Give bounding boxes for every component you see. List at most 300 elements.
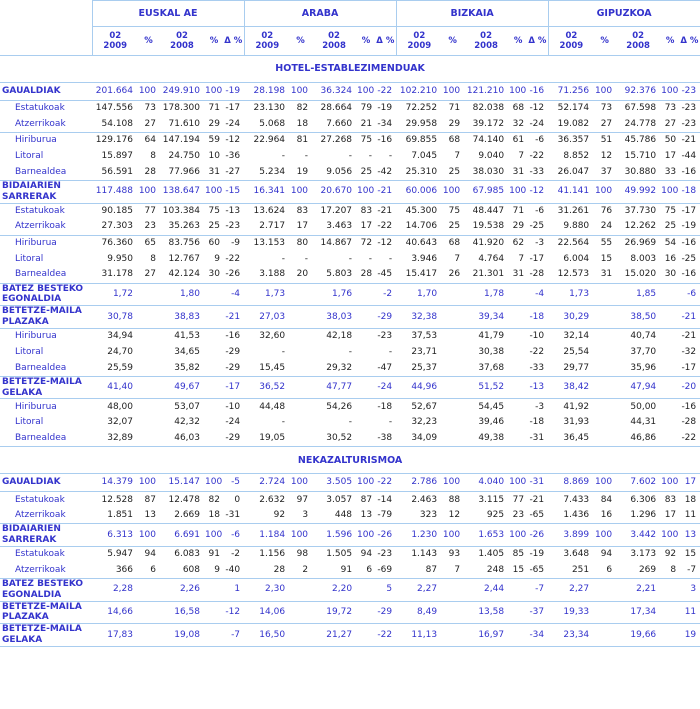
data-cell: 34,65 (174, 346, 200, 357)
column-header: % (357, 27, 375, 56)
data-cell: 73 (664, 103, 677, 114)
data-cell: 29.958 (396, 117, 442, 133)
data-cell: 82 (208, 494, 220, 505)
data-cell (661, 578, 679, 601)
data-cell (357, 344, 375, 360)
data-cell (138, 415, 159, 431)
data-cell: 248 (463, 562, 509, 578)
data-cell (205, 399, 223, 415)
data-cell: 17 (664, 151, 677, 162)
data-cell: 51 (600, 135, 613, 146)
data-cell: 73 (600, 103, 613, 114)
data-cell: 31 (509, 267, 527, 283)
data-cell: 30 (661, 267, 679, 283)
data-cell: 23,34 (548, 624, 594, 647)
data-cell: 28 (244, 562, 290, 578)
data-cell: 17 (661, 508, 679, 524)
data-cell: 22.564 (557, 237, 590, 248)
data-cell (138, 283, 159, 306)
data-cell: -4 (223, 283, 244, 306)
column-header: Δ % (679, 27, 700, 56)
data-cell: 27 (138, 117, 159, 133)
table-row (0, 601, 700, 624)
data-cell: 30.880 (615, 165, 661, 181)
data-cell: 67.598 (624, 103, 657, 114)
data-cell: 72.252 (405, 103, 438, 114)
data-cell (357, 328, 375, 344)
data-cell: 97 (296, 494, 309, 505)
data-cell: 15.020 (615, 267, 661, 283)
data-cell: -6 (535, 205, 545, 216)
table-header (0, 1, 700, 56)
data-cell: 41,53 (174, 331, 200, 342)
data-cell (205, 328, 223, 344)
data-cell (357, 360, 375, 376)
data-cell: 2.669 (159, 508, 205, 524)
data-cell: 17.207 (320, 205, 353, 216)
data-cell (205, 601, 223, 624)
data-cell (661, 601, 679, 624)
data-cell: 121.210 (463, 83, 509, 101)
data-cell: 7 (518, 151, 525, 162)
data-cell: 1,76 (311, 283, 357, 306)
data-cell: 54.108 (92, 117, 138, 133)
data-cell (509, 328, 527, 344)
data-cell (594, 306, 615, 329)
data-cell: 23,71 (411, 346, 438, 357)
data-cell: 2.717 (244, 219, 290, 235)
table-body (0, 56, 700, 647)
data-cell: 147.556 (95, 103, 133, 114)
row-label: Litoral (15, 417, 44, 428)
data-cell: - (348, 151, 353, 162)
data-cell: 100 (205, 474, 223, 492)
data-cell: 2.463 (411, 494, 438, 505)
data-cell: 17,83 (92, 624, 138, 647)
data-cell: 23 (138, 219, 159, 235)
data-cell: 27.303 (92, 219, 138, 235)
data-cell: - (388, 151, 393, 162)
data-cell (138, 376, 159, 399)
data-cell: -17 (223, 376, 244, 399)
data-cell (205, 624, 223, 647)
data-cell (357, 399, 375, 415)
data-cell: -34 (375, 117, 396, 133)
data-cell: 26.047 (548, 165, 594, 181)
data-cell: -36 (225, 151, 241, 162)
data-cell: 52.174 (557, 103, 590, 114)
section-title: NEKAZALTURISMOA (0, 447, 700, 474)
data-cell: -3 (535, 237, 545, 248)
data-cell: 37.730 (624, 205, 657, 216)
data-cell: 9.056 (311, 165, 357, 181)
data-cell: 2,26 (159, 578, 205, 601)
data-cell: -12 (527, 181, 548, 204)
table-row (0, 283, 700, 306)
data-cell: 3.057 (326, 494, 353, 505)
data-cell: 100 (509, 181, 527, 204)
data-cell: 2,44 (463, 578, 509, 601)
data-cell: -47 (375, 360, 396, 376)
data-cell: 19 (290, 165, 311, 181)
data-cell (661, 431, 679, 447)
data-cell: -26 (375, 524, 396, 547)
data-cell (290, 376, 311, 399)
data-cell: 251 (548, 562, 594, 578)
data-cell: 6.306 (630, 494, 657, 505)
data-cell (509, 306, 527, 329)
data-cell: 25,37 (396, 360, 442, 376)
data-cell: 7 (454, 151, 461, 162)
data-cell (290, 344, 311, 360)
data-cell: 3.463 (311, 219, 357, 235)
data-cell: 2 (290, 562, 311, 578)
data-cell: 1,80 (159, 283, 205, 306)
data-cell: - (281, 346, 286, 357)
data-cell: 100 (290, 524, 311, 547)
data-cell: 608 (159, 562, 205, 578)
data-cell: 3.899 (548, 524, 594, 547)
data-cell: 31.261 (557, 205, 590, 216)
data-cell: 80 (296, 237, 309, 248)
data-cell: 17,34 (615, 601, 661, 624)
data-cell: 19.082 (548, 117, 594, 133)
data-cell (594, 415, 615, 431)
data-cell: 7 (454, 253, 461, 264)
data-cell (442, 624, 463, 647)
data-cell: - (281, 417, 286, 428)
data-cell: 29 (509, 219, 527, 235)
data-cell: 88 (448, 494, 461, 505)
row-label: Barnealdea (0, 360, 92, 376)
data-cell (594, 344, 615, 360)
row-label: Estatukoak (15, 103, 65, 114)
data-cell: 62 (512, 237, 525, 248)
data-cell (138, 431, 159, 447)
data-cell: 13 (357, 508, 375, 524)
data-cell: 8 (661, 562, 679, 578)
data-cell: 14,66 (92, 601, 138, 624)
data-cell: -15 (223, 181, 244, 204)
data-cell: 100 (290, 474, 311, 492)
data-cell: 1.505 (326, 549, 353, 560)
data-cell (594, 399, 615, 415)
row-label: Atzerrikoak (0, 562, 92, 578)
data-cell (357, 431, 375, 447)
data-cell (661, 344, 679, 360)
data-cell: -42 (375, 165, 396, 181)
data-cell: 19,66 (615, 624, 661, 647)
row-label: Hiriburua (15, 401, 57, 412)
data-cell: 82.038 (472, 103, 505, 114)
data-cell: -29 (375, 601, 396, 624)
data-cell: -22 (679, 431, 700, 447)
data-cell (138, 601, 159, 624)
data-cell: 12 (442, 508, 463, 524)
data-cell: 7 (518, 253, 525, 264)
column-header: Δ % (527, 27, 548, 56)
data-cell (357, 624, 375, 647)
data-cell: 2.632 (259, 494, 286, 505)
data-cell: 39,46 (478, 417, 505, 428)
table-row (0, 117, 700, 133)
data-cell: -16 (225, 331, 241, 342)
data-cell: 60 (208, 237, 220, 248)
data-cell: 47,77 (311, 376, 357, 399)
data-cell: 94 (360, 549, 373, 560)
data-cell: 55 (600, 237, 613, 248)
data-cell: 90.185 (101, 205, 133, 216)
data-cell: 59 (208, 135, 220, 146)
data-cell: 11 (679, 508, 700, 524)
data-cell: 14.706 (396, 219, 442, 235)
data-cell: -29 (223, 360, 244, 376)
data-cell: 30,78 (92, 306, 138, 329)
data-cell: 1 (223, 578, 244, 601)
data-cell: - (304, 151, 309, 162)
data-cell: 8 (150, 151, 156, 162)
data-cell: 75 (360, 135, 373, 146)
data-cell: 32,60 (259, 331, 286, 342)
data-cell (290, 415, 311, 431)
data-cell: 37,68 (463, 360, 509, 376)
row-label: Barnealdea (0, 431, 92, 447)
data-cell: -28 (527, 267, 548, 283)
data-cell: 37 (594, 165, 615, 181)
data-cell: 0 (234, 494, 241, 505)
data-cell: 38,50 (615, 306, 661, 329)
data-cell: - (348, 346, 353, 357)
data-cell: 54,45 (478, 401, 505, 412)
data-cell: 100 (357, 181, 375, 204)
data-cell: -10 (225, 401, 241, 412)
row-label: BETETZE-MAILA GELAKA (0, 624, 92, 647)
data-cell: 3.648 (563, 549, 590, 560)
column-header: 02 2009 (548, 27, 594, 56)
data-cell: 24.778 (615, 117, 661, 133)
data-cell: 91 (311, 562, 357, 578)
data-cell: 38,42 (548, 376, 594, 399)
data-cell: 77 (512, 494, 525, 505)
data-cell: -7 (223, 624, 244, 647)
data-cell: 38,83 (159, 306, 205, 329)
data-cell: 61 (512, 135, 525, 146)
data-cell: - (368, 151, 373, 162)
data-cell: -23 (377, 549, 393, 560)
data-cell: 15.897 (101, 151, 133, 162)
data-cell: 6.004 (563, 253, 590, 264)
data-cell (661, 306, 679, 329)
data-cell: 83 (360, 205, 373, 216)
data-cell (661, 399, 679, 415)
data-cell: 75 (448, 205, 461, 216)
data-cell: 35,96 (615, 360, 661, 376)
data-cell: 12.573 (548, 267, 594, 283)
data-cell (509, 431, 527, 447)
data-cell: -27 (223, 165, 244, 181)
table-row (0, 219, 700, 235)
table-row (0, 376, 700, 399)
data-cell: -17 (225, 103, 241, 114)
data-cell: 3.505 (311, 474, 357, 492)
data-cell: -12 (377, 237, 393, 248)
data-cell (594, 431, 615, 447)
data-cell: 56.591 (92, 165, 138, 181)
row-label: Litoral (15, 346, 44, 357)
data-cell: 117.488 (92, 181, 138, 204)
data-cell: 100 (290, 181, 311, 204)
data-cell: 100 (594, 181, 615, 204)
data-cell: 39.172 (463, 117, 509, 133)
data-cell: 79 (360, 103, 373, 114)
data-cell: 40,74 (630, 331, 657, 342)
data-cell: 1,85 (615, 283, 661, 306)
data-cell: 100 (442, 474, 463, 492)
data-cell: -29 (223, 431, 244, 447)
row-label: Atzerrikoak (0, 219, 92, 235)
data-cell: - (348, 417, 353, 428)
data-cell: 7.433 (563, 494, 590, 505)
data-cell: 2,27 (548, 578, 594, 601)
section-title: HOTEL-ESTABLEZIMENDUAK (0, 56, 700, 83)
data-cell: 20.670 (311, 181, 357, 204)
row-label: GAUALDIAK (0, 474, 92, 492)
data-cell: 2,30 (244, 578, 290, 601)
corner-cell (0, 1, 92, 27)
row-label: Hiriburua (15, 135, 57, 146)
data-cell (138, 328, 159, 344)
data-cell (509, 283, 527, 306)
data-cell: 100 (661, 474, 679, 492)
data-cell: -21 (681, 331, 697, 342)
table-row (0, 101, 700, 117)
data-cell: -16 (681, 237, 697, 248)
data-cell: 42,18 (326, 331, 353, 342)
data-cell: 25.310 (396, 165, 442, 181)
data-cell: 87 (144, 494, 156, 505)
data-cell: 1.143 (411, 549, 438, 560)
data-cell: 14.379 (92, 474, 138, 492)
data-cell: -22 (529, 151, 545, 162)
data-cell: -40 (223, 562, 244, 578)
data-cell: 366 (92, 562, 138, 578)
data-cell: 18 (684, 494, 697, 505)
data-cell (138, 306, 159, 329)
data-cell: -2 (375, 283, 396, 306)
data-cell: 91 (208, 549, 220, 560)
data-cell: 94 (600, 549, 613, 560)
data-cell: 93 (448, 549, 461, 560)
table-row (0, 474, 700, 492)
table-row (0, 328, 700, 344)
data-cell: 6 (594, 562, 615, 578)
data-cell: 12.528 (101, 494, 133, 505)
data-cell: 129.176 (95, 135, 133, 146)
data-cell: 45.786 (624, 135, 657, 146)
table-row (0, 431, 700, 447)
row-label: BATEZ BESTEKO EGONALDIA (0, 578, 92, 601)
table-row (0, 149, 700, 165)
data-cell: 48,00 (107, 401, 133, 412)
data-cell (205, 376, 223, 399)
data-cell: 13,58 (463, 601, 509, 624)
data-cell: 31 (594, 267, 615, 283)
data-cell: -23 (679, 83, 700, 101)
data-cell: 4.764 (478, 253, 505, 264)
table-row (0, 203, 700, 219)
data-cell (594, 601, 615, 624)
data-cell: - (304, 253, 309, 264)
data-cell: 25 (442, 219, 463, 235)
data-cell: 1,70 (396, 283, 442, 306)
data-cell: 38.030 (463, 165, 509, 181)
data-cell: 24,70 (107, 346, 133, 357)
data-cell: 14,06 (244, 601, 290, 624)
data-cell: 11 (679, 601, 700, 624)
row-label: BETETZE-MAILA PLAZAKA (0, 306, 92, 329)
row-label: Hiriburua (15, 237, 57, 248)
table-row (0, 133, 700, 149)
data-cell: 32,14 (563, 331, 590, 342)
data-cell: 2,28 (92, 578, 138, 601)
data-cell: - (348, 253, 353, 264)
data-cell: 36.357 (557, 135, 590, 146)
data-cell: 19,05 (244, 431, 290, 447)
data-cell: 25,59 (92, 360, 138, 376)
data-cell: 9.950 (107, 253, 133, 264)
data-cell: 3 (290, 508, 311, 524)
data-cell: -19 (529, 549, 545, 560)
data-cell: 100 (594, 524, 615, 547)
data-cell: -24 (223, 117, 244, 133)
data-cell: 2,20 (311, 578, 357, 601)
data-cell: -26 (223, 267, 244, 283)
data-cell: 30,52 (311, 431, 357, 447)
data-cell: -22 (225, 253, 241, 264)
data-cell: 15.147 (159, 474, 205, 492)
data-cell: 13 (679, 524, 700, 547)
data-cell: 5.234 (244, 165, 290, 181)
data-cell: -16 (679, 267, 700, 283)
data-cell: 83.756 (168, 237, 200, 248)
table-row (0, 360, 700, 376)
data-cell: 29 (442, 117, 463, 133)
column-header: % (205, 27, 223, 56)
data-cell: 23.130 (253, 103, 286, 114)
data-cell: - (388, 253, 393, 264)
table-row (0, 235, 700, 251)
data-cell (205, 360, 223, 376)
data-cell: 23 (509, 508, 527, 524)
data-cell: 83 (664, 494, 677, 505)
data-cell (509, 624, 527, 647)
data-cell (205, 306, 223, 329)
data-cell: 925 (463, 508, 509, 524)
data-cell: -24 (225, 417, 241, 428)
data-cell: 83 (296, 205, 309, 216)
column-header: % (138, 27, 159, 56)
table-row (0, 83, 700, 101)
data-cell: 29,32 (311, 360, 357, 376)
data-cell: 24 (594, 219, 615, 235)
data-cell: 42.124 (159, 267, 205, 283)
table-row (0, 165, 700, 181)
data-cell: 16 (594, 508, 615, 524)
data-cell (290, 431, 311, 447)
data-cell: 31.178 (92, 267, 138, 283)
data-cell: 103.384 (162, 205, 200, 216)
data-cell (442, 360, 463, 376)
